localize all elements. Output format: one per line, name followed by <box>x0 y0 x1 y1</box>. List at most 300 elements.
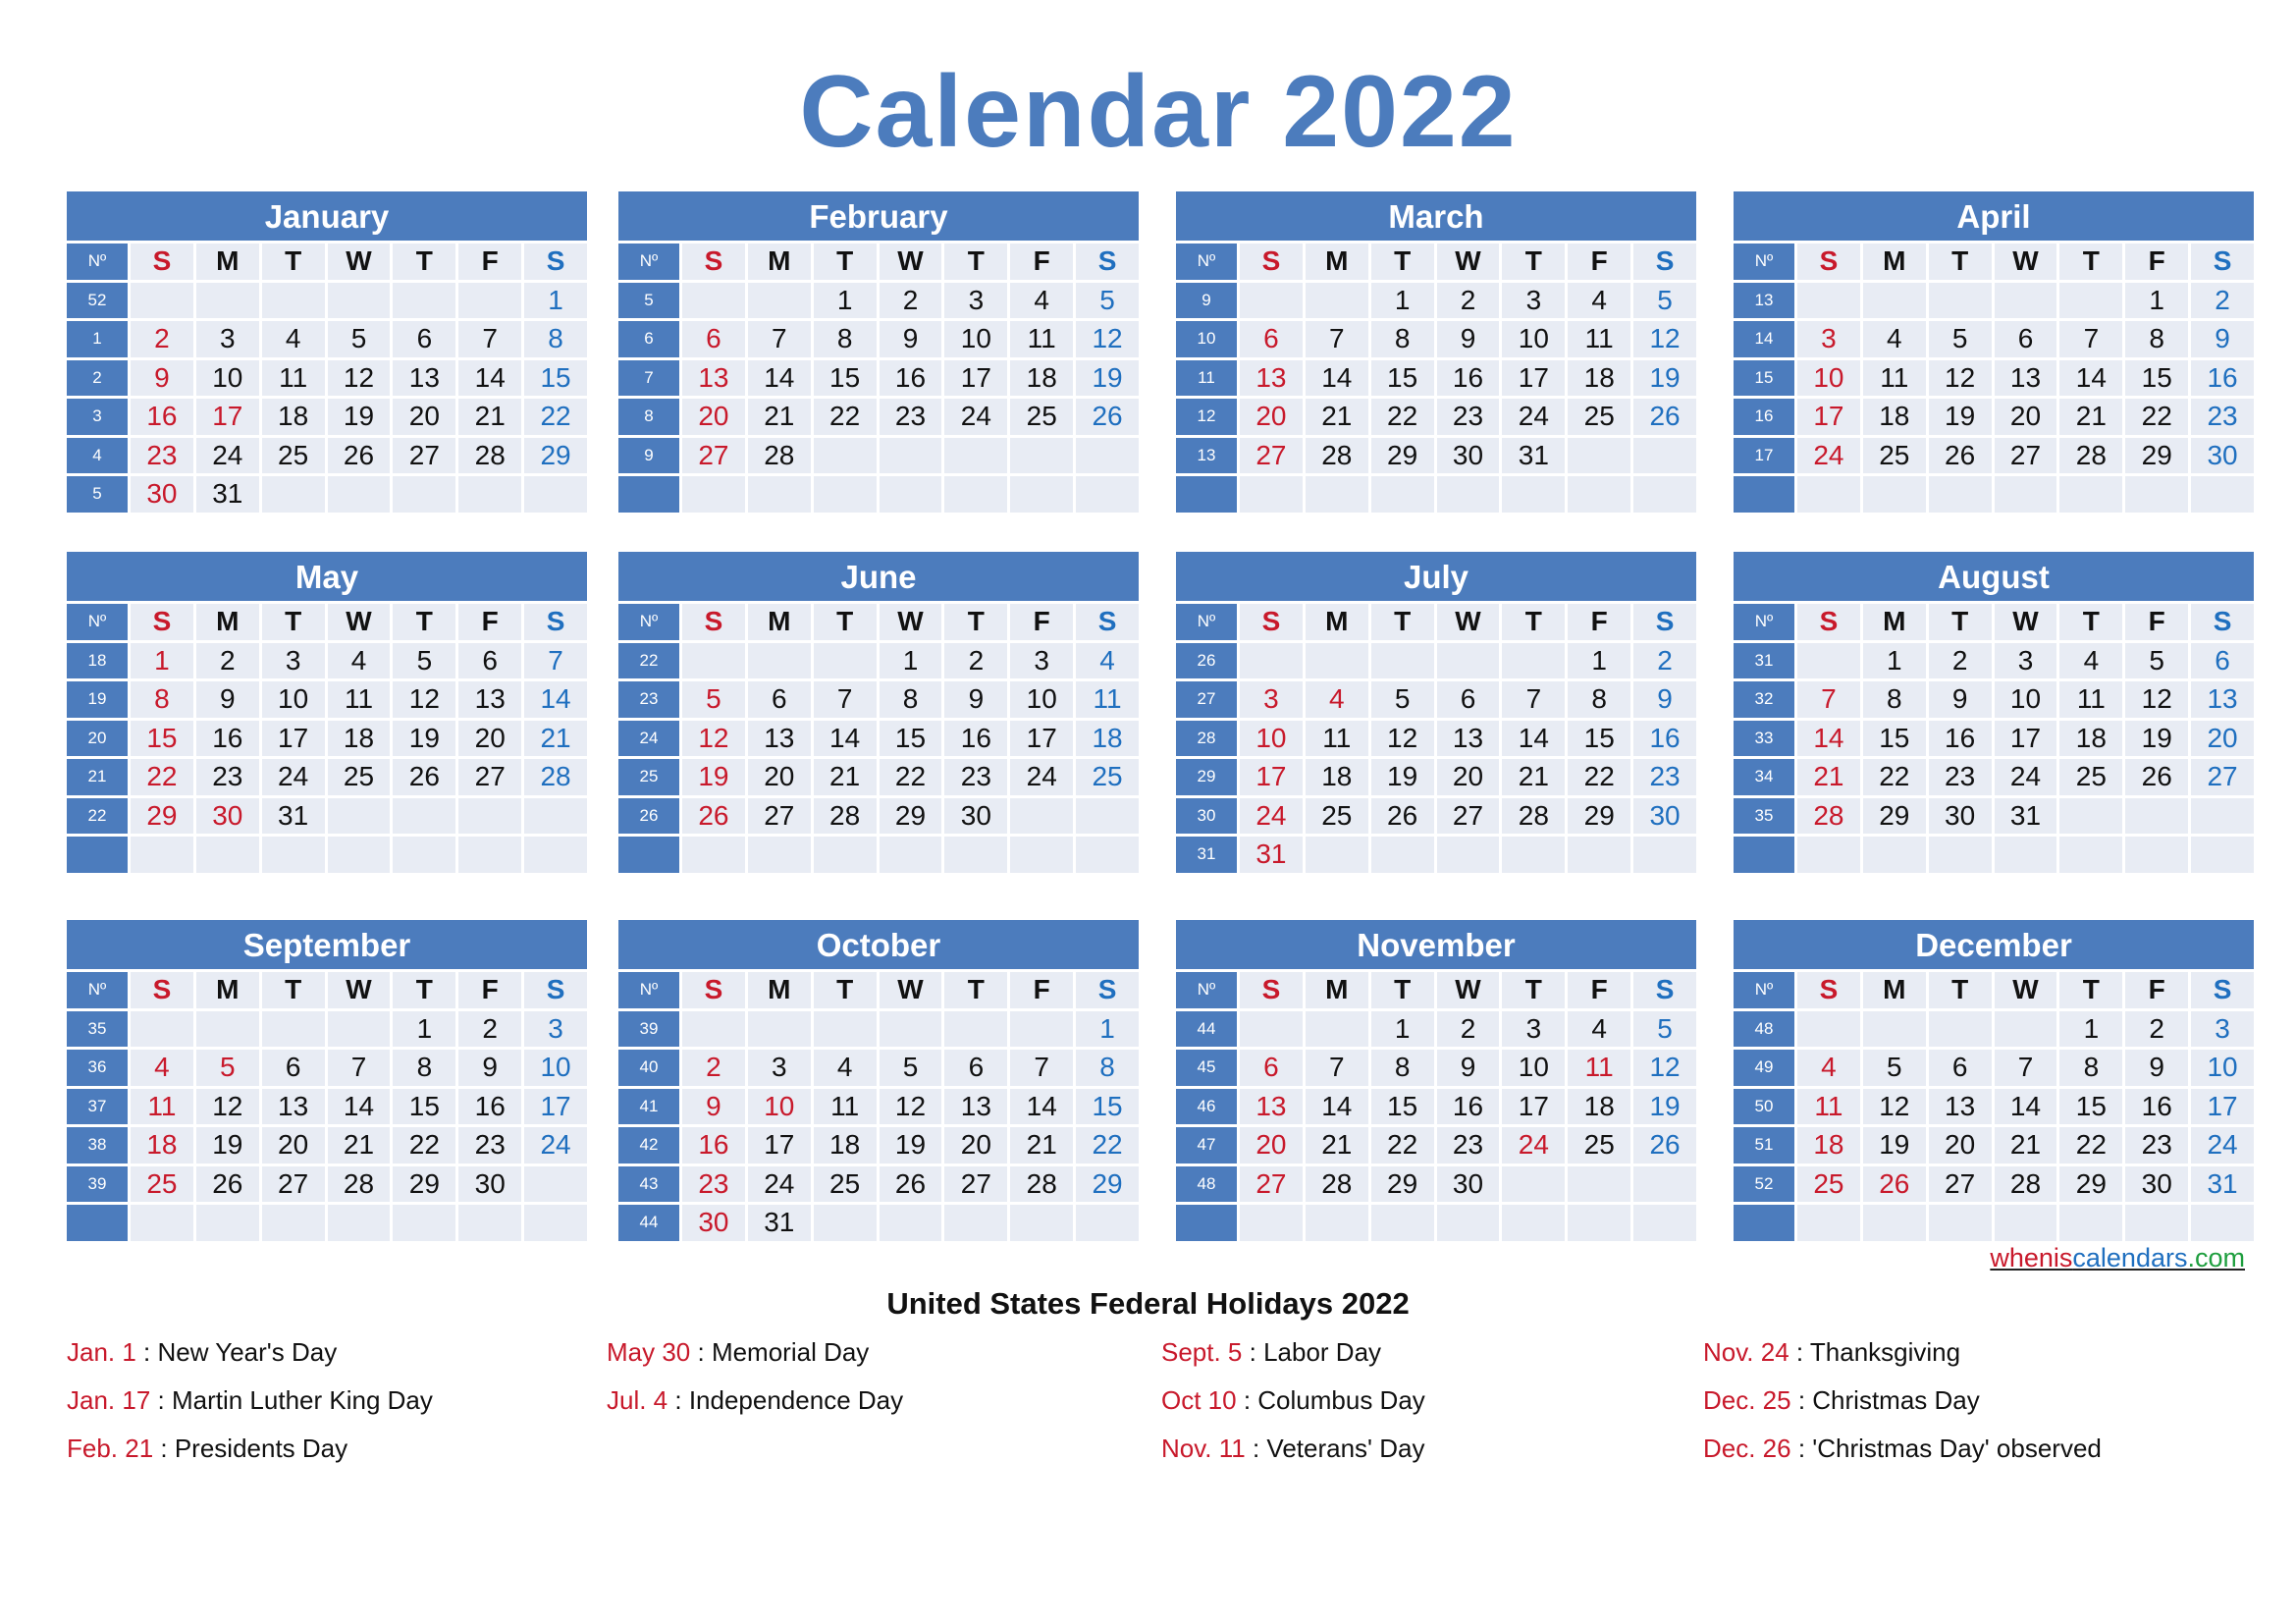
day-cell <box>1863 1202 1926 1241</box>
day-cell <box>1437 1202 1500 1241</box>
day-cell: 26 <box>1929 435 1992 474</box>
day-cell: 29 <box>2125 435 2188 474</box>
day-header: M <box>196 241 259 280</box>
day-cell: 23 <box>458 1124 521 1164</box>
day-cell: 1 <box>2059 1008 2122 1048</box>
week-number: 41 <box>618 1086 679 1125</box>
week-number: 48 <box>1734 1008 1794 1048</box>
day-header: T <box>2059 969 2122 1008</box>
day-cell <box>1502 640 1565 679</box>
day-cell <box>944 834 1007 873</box>
day-cell: 17 <box>2191 1086 2254 1125</box>
day-cell: 11 <box>262 357 325 397</box>
day-cell: 20 <box>748 756 811 795</box>
day-cell: 5 <box>2125 640 2188 679</box>
day-cell: 23 <box>1437 1124 1500 1164</box>
day-cell: 29 <box>1863 795 1926 835</box>
month-october <box>618 920 1139 1241</box>
day-cell: 27 <box>458 756 521 795</box>
day-cell <box>393 795 455 835</box>
day-cell: 2 <box>131 318 193 357</box>
day-cell <box>1371 834 1434 873</box>
day-header: S <box>1076 241 1139 280</box>
week-number-header: Nº <box>618 969 679 1008</box>
day-cell: 4 <box>1797 1047 1860 1086</box>
day-cell: 30 <box>1437 1164 1500 1203</box>
day-cell: 24 <box>1240 795 1303 835</box>
day-header: S <box>1240 969 1303 1008</box>
week-number: 10 <box>1176 318 1237 357</box>
holiday-name: Labor Day <box>1263 1337 1382 1367</box>
day-cell: 2 <box>1437 1008 1500 1048</box>
week-number: 48 <box>1176 1164 1237 1203</box>
day-cell: 16 <box>1929 718 1992 757</box>
day-cell: 17 <box>748 1124 811 1164</box>
holiday-item <box>1703 1434 2102 1482</box>
day-cell: 9 <box>1633 678 1696 718</box>
day-cell: 1 <box>131 640 193 679</box>
website-part-1: whenis <box>1990 1243 2073 1272</box>
day-cell <box>814 1202 877 1241</box>
month-february <box>618 191 1139 513</box>
week-number: 8 <box>618 396 679 435</box>
day-cell: 16 <box>1437 1086 1500 1125</box>
day-header: T <box>262 969 325 1008</box>
day-cell: 6 <box>1240 1047 1303 1086</box>
month-title: May <box>67 552 587 601</box>
day-cell: 4 <box>814 1047 877 1086</box>
day-header: T <box>944 241 1007 280</box>
day-cell: 4 <box>328 640 391 679</box>
day-cell: 29 <box>524 435 587 474</box>
day-cell: 25 <box>1797 1164 1860 1203</box>
holiday-column <box>67 1337 433 1482</box>
day-cell: 20 <box>458 718 521 757</box>
week-number: 45 <box>1176 1047 1237 1086</box>
day-header: F <box>2125 601 2188 640</box>
holiday-date: Feb. 21 <box>67 1434 154 1463</box>
day-cell: 7 <box>1010 1047 1073 1086</box>
day-cell: 13 <box>944 1086 1007 1125</box>
day-cell: 17 <box>1240 756 1303 795</box>
day-cell <box>682 640 745 679</box>
day-cell: 26 <box>196 1164 259 1203</box>
month-days-grid <box>1176 601 1696 873</box>
day-header: F <box>458 969 521 1008</box>
day-cell <box>1929 1202 1992 1241</box>
day-cell: 6 <box>944 1047 1007 1086</box>
week-number-header: Nº <box>1176 601 1237 640</box>
week-number: 18 <box>67 640 128 679</box>
day-header: T <box>1929 241 1992 280</box>
day-cell: 18 <box>328 718 391 757</box>
day-cell: 13 <box>1240 357 1303 397</box>
week-number-header: Nº <box>67 969 128 1008</box>
month-days-grid <box>67 969 587 1241</box>
day-cell: 20 <box>1929 1124 1992 1164</box>
week-number: 26 <box>1176 640 1237 679</box>
month-days-grid <box>1734 969 2254 1241</box>
day-cell: 12 <box>1371 718 1434 757</box>
day-header: W <box>880 969 942 1008</box>
holiday-item <box>1161 1385 1425 1434</box>
day-cell: 14 <box>524 678 587 718</box>
day-cell: 20 <box>262 1124 325 1164</box>
day-cell: 11 <box>814 1086 877 1125</box>
day-cell <box>262 1202 325 1241</box>
day-cell <box>880 473 942 513</box>
day-cell: 12 <box>2125 678 2188 718</box>
day-cell: 14 <box>1010 1086 1073 1125</box>
day-cell: 16 <box>944 718 1007 757</box>
day-cell <box>1502 473 1565 513</box>
day-cell: 27 <box>262 1164 325 1203</box>
day-header: T <box>944 601 1007 640</box>
day-cell: 26 <box>1371 795 1434 835</box>
week-number-header: Nº <box>1176 969 1237 1008</box>
day-header: W <box>328 601 391 640</box>
month-march <box>1176 191 1696 513</box>
day-cell: 10 <box>748 1086 811 1125</box>
day-header: T <box>1502 241 1565 280</box>
day-cell <box>328 1008 391 1048</box>
day-cell: 14 <box>328 1086 391 1125</box>
day-cell <box>748 473 811 513</box>
day-header: F <box>1568 969 1630 1008</box>
day-cell: 15 <box>2059 1086 2122 1125</box>
day-cell: 28 <box>328 1164 391 1203</box>
day-header: S <box>2191 241 2254 280</box>
day-cell: 1 <box>393 1008 455 1048</box>
holiday-name: New Year's Day <box>157 1337 338 1367</box>
day-cell: 10 <box>2191 1047 2254 1086</box>
day-cell <box>1306 1202 1368 1241</box>
day-cell: 2 <box>1633 640 1696 679</box>
holiday-separator: : <box>135 1337 158 1367</box>
day-cell: 28 <box>1010 1164 1073 1203</box>
day-cell: 14 <box>1995 1086 2057 1125</box>
day-cell: 22 <box>393 1124 455 1164</box>
day-cell: 3 <box>1502 280 1565 319</box>
day-cell: 31 <box>1995 795 2057 835</box>
day-cell: 15 <box>524 357 587 397</box>
week-number-header: Nº <box>67 241 128 280</box>
day-cell: 25 <box>1568 1124 1630 1164</box>
day-cell: 5 <box>1076 280 1139 319</box>
week-number: 46 <box>1176 1086 1237 1125</box>
day-header: W <box>328 969 391 1008</box>
day-cell: 14 <box>1306 357 1368 397</box>
day-cell <box>748 834 811 873</box>
day-header: T <box>2059 241 2122 280</box>
day-cell: 18 <box>1010 357 1073 397</box>
day-cell <box>1437 834 1500 873</box>
day-cell: 15 <box>1371 357 1434 397</box>
day-cell <box>524 834 587 873</box>
day-cell: 19 <box>1371 756 1434 795</box>
day-header: S <box>1797 969 1860 1008</box>
day-cell <box>880 834 942 873</box>
week-number: 20 <box>67 718 128 757</box>
day-cell: 4 <box>1568 1008 1630 1048</box>
day-cell: 22 <box>814 396 877 435</box>
day-cell <box>1306 280 1368 319</box>
day-cell: 15 <box>1371 1086 1434 1125</box>
day-cell: 23 <box>1929 756 1992 795</box>
day-cell: 12 <box>1863 1086 1926 1125</box>
day-cell: 21 <box>748 396 811 435</box>
day-cell: 18 <box>1568 1086 1630 1125</box>
day-cell: 16 <box>2191 357 2254 397</box>
day-cell: 29 <box>1371 435 1434 474</box>
day-cell: 18 <box>131 1124 193 1164</box>
week-number: 4 <box>67 435 128 474</box>
day-cell <box>1371 1202 1434 1241</box>
day-cell <box>2059 473 2122 513</box>
day-cell: 5 <box>328 318 391 357</box>
week-number: 9 <box>618 435 679 474</box>
week-number: 11 <box>1176 357 1237 397</box>
day-cell: 21 <box>524 718 587 757</box>
holiday-date: Sept. 5 <box>1161 1337 1243 1367</box>
day-cell: 18 <box>2059 718 2122 757</box>
day-header: T <box>1502 969 1565 1008</box>
day-cell: 21 <box>1502 756 1565 795</box>
day-cell: 7 <box>814 678 877 718</box>
day-cell: 7 <box>2059 318 2122 357</box>
day-cell: 12 <box>1633 1047 1696 1086</box>
day-cell: 1 <box>1568 640 1630 679</box>
day-cell <box>131 1202 193 1241</box>
day-header: M <box>1863 601 1926 640</box>
month-title: April <box>1734 191 2254 241</box>
day-cell: 25 <box>1568 396 1630 435</box>
day-cell: 21 <box>458 396 521 435</box>
day-cell <box>1240 280 1303 319</box>
day-cell: 10 <box>1502 318 1565 357</box>
week-number <box>618 473 679 513</box>
day-header: T <box>944 969 1007 1008</box>
week-number: 5 <box>67 473 128 513</box>
day-cell: 6 <box>393 318 455 357</box>
day-cell: 4 <box>2059 640 2122 679</box>
day-cell: 6 <box>682 318 745 357</box>
day-header: T <box>1371 241 1434 280</box>
day-cell: 19 <box>1076 357 1139 397</box>
day-cell <box>1010 473 1073 513</box>
day-cell <box>1797 280 1860 319</box>
week-number: 16 <box>1734 396 1794 435</box>
day-cell: 16 <box>131 396 193 435</box>
day-cell: 3 <box>1240 678 1303 718</box>
day-cell <box>1633 834 1696 873</box>
week-number: 32 <box>1734 678 1794 718</box>
day-cell: 29 <box>1568 795 1630 835</box>
day-header: S <box>1633 241 1696 280</box>
day-cell: 19 <box>1633 357 1696 397</box>
day-cell: 21 <box>328 1124 391 1164</box>
day-cell: 7 <box>1995 1047 2057 1086</box>
day-header: S <box>1240 601 1303 640</box>
day-cell: 8 <box>131 678 193 718</box>
day-cell: 21 <box>2059 396 2122 435</box>
day-header: M <box>748 241 811 280</box>
day-cell: 29 <box>1371 1164 1434 1203</box>
day-cell <box>2059 1202 2122 1241</box>
week-number: 47 <box>1176 1124 1237 1164</box>
day-cell: 6 <box>458 640 521 679</box>
week-number: 35 <box>1734 795 1794 835</box>
day-cell: 23 <box>196 756 259 795</box>
day-cell <box>880 435 942 474</box>
day-cell: 22 <box>1076 1124 1139 1164</box>
holiday-date: Jan. 17 <box>67 1385 151 1415</box>
day-cell: 30 <box>196 795 259 835</box>
day-header: T <box>1929 601 1992 640</box>
week-number-header: Nº <box>1734 969 1794 1008</box>
day-cell <box>393 1202 455 1241</box>
day-cell: 31 <box>2191 1164 2254 1203</box>
day-cell: 11 <box>1010 318 1073 357</box>
day-cell: 26 <box>1633 1124 1696 1164</box>
holiday-name: Independence Day <box>688 1385 904 1415</box>
holiday-separator: : <box>667 1385 689 1415</box>
day-cell: 25 <box>131 1164 193 1203</box>
month-days-grid <box>1176 241 1696 513</box>
day-cell: 10 <box>1502 1047 1565 1086</box>
day-cell: 8 <box>524 318 587 357</box>
day-cell <box>458 834 521 873</box>
day-cell <box>682 1008 745 1048</box>
day-cell <box>748 640 811 679</box>
day-cell: 31 <box>1502 435 1565 474</box>
week-number: 30 <box>1176 795 1237 835</box>
week-number: 37 <box>67 1086 128 1125</box>
day-cell: 8 <box>2125 318 2188 357</box>
day-cell <box>458 280 521 319</box>
day-cell: 12 <box>1633 318 1696 357</box>
month-days-grid <box>618 601 1139 873</box>
day-cell <box>944 1008 1007 1048</box>
holiday-item <box>67 1434 433 1482</box>
week-number <box>1176 1202 1237 1241</box>
day-header: S <box>131 601 193 640</box>
week-number: 13 <box>1176 435 1237 474</box>
day-cell: 30 <box>682 1202 745 1241</box>
day-cell: 21 <box>1010 1124 1073 1164</box>
day-cell: 14 <box>458 357 521 397</box>
week-number: 31 <box>1176 834 1237 873</box>
day-cell: 11 <box>1306 718 1368 757</box>
week-number: 27 <box>1176 678 1237 718</box>
day-cell: 24 <box>1502 1124 1565 1164</box>
month-june <box>618 552 1139 873</box>
holiday-name: Columbus Day <box>1257 1385 1425 1415</box>
day-cell: 9 <box>458 1047 521 1086</box>
day-cell: 19 <box>196 1124 259 1164</box>
day-cell: 12 <box>393 678 455 718</box>
website-part-3: .com <box>2187 1243 2245 1272</box>
day-cell: 25 <box>328 756 391 795</box>
holiday-separator: : <box>1789 1337 1810 1367</box>
day-cell: 14 <box>814 718 877 757</box>
day-cell: 20 <box>1437 756 1500 795</box>
day-cell: 1 <box>880 640 942 679</box>
day-cell: 22 <box>880 756 942 795</box>
day-cell: 22 <box>524 396 587 435</box>
day-cell: 22 <box>2059 1124 2122 1164</box>
day-cell: 25 <box>262 435 325 474</box>
day-cell: 8 <box>880 678 942 718</box>
day-cell: 25 <box>1076 756 1139 795</box>
day-cell <box>328 473 391 513</box>
week-number: 51 <box>1734 1124 1794 1164</box>
day-cell <box>2125 1202 2188 1241</box>
day-cell: 5 <box>1929 318 1992 357</box>
day-cell: 19 <box>1863 1124 1926 1164</box>
holiday-column <box>1703 1337 2102 1482</box>
day-cell <box>524 473 587 513</box>
day-cell: 31 <box>748 1202 811 1241</box>
day-cell <box>1010 435 1073 474</box>
week-number: 44 <box>618 1202 679 1241</box>
website-link[interactable] <box>1990 1243 2245 1273</box>
day-cell <box>1797 1202 1860 1241</box>
day-cell: 24 <box>1010 756 1073 795</box>
day-cell <box>1076 473 1139 513</box>
day-cell: 16 <box>1633 718 1696 757</box>
day-cell <box>393 473 455 513</box>
day-cell <box>328 795 391 835</box>
month-title: August <box>1734 552 2254 601</box>
week-number: 49 <box>1734 1047 1794 1086</box>
month-title: September <box>67 920 587 969</box>
day-cell: 15 <box>2125 357 2188 397</box>
day-cell: 7 <box>1306 318 1368 357</box>
day-cell: 16 <box>458 1086 521 1125</box>
day-cell: 4 <box>131 1047 193 1086</box>
holiday-separator: : <box>1242 1337 1264 1367</box>
day-header: S <box>524 241 587 280</box>
week-number: 25 <box>618 756 679 795</box>
day-cell: 11 <box>2059 678 2122 718</box>
day-cell <box>814 473 877 513</box>
holiday-name: Presidents Day <box>174 1434 348 1463</box>
day-cell: 28 <box>1502 795 1565 835</box>
day-header: M <box>748 969 811 1008</box>
day-cell <box>2059 795 2122 835</box>
week-number: 22 <box>618 640 679 679</box>
day-cell <box>1797 834 1860 873</box>
holiday-date: Nov. 24 <box>1703 1337 1789 1367</box>
day-cell: 22 <box>1568 756 1630 795</box>
day-cell: 6 <box>748 678 811 718</box>
holiday-date: Nov. 11 <box>1161 1434 1246 1463</box>
day-header: T <box>1502 601 1565 640</box>
day-cell <box>458 1202 521 1241</box>
day-cell: 4 <box>262 318 325 357</box>
day-cell <box>1306 640 1368 679</box>
day-cell <box>458 473 521 513</box>
day-header: F <box>2125 969 2188 1008</box>
holiday-date: Dec. 25 <box>1703 1385 1791 1415</box>
day-cell: 20 <box>393 396 455 435</box>
day-header: W <box>1995 601 2057 640</box>
month-days-grid <box>67 601 587 873</box>
day-cell: 13 <box>1240 1086 1303 1125</box>
day-cell: 18 <box>814 1124 877 1164</box>
day-cell <box>1863 280 1926 319</box>
